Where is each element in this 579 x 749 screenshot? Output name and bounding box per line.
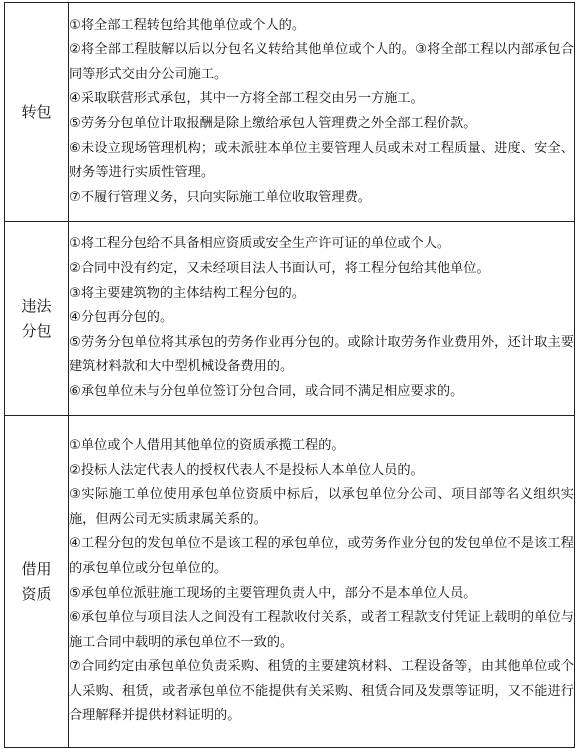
- category-label: 借用资质: [21, 559, 52, 603]
- list-item: ③实际施工单位使用承包单位资质中标后，以承包单位分公司、项目部等名义组织实施，但两公司无实质隶属关系的。: [69, 487, 574, 527]
- table-row: [5, 222, 575, 416]
- category-label: 违法分包: [21, 296, 52, 340]
- items-cell: [69, 222, 575, 416]
- category-cell: [5, 416, 69, 748]
- list-item: ⑥承包单位未与分包单位签订分包合同，或合同不满足相应要求的。: [69, 383, 464, 399]
- table-row: [5, 3, 575, 222]
- list-item: ①将工程分包给不具备相应资质或安全生产许可证的单位或个人。: [69, 236, 451, 252]
- list-item: ④分包再分包的。: [69, 310, 174, 326]
- list-item: ①单位或个人借用其他单位的资质承揽工程的。: [69, 437, 345, 453]
- list-item: ①将全部工程转包给其他单位或个人的。: [69, 17, 306, 33]
- list-item: ②投标人法定代表人的授权代表人不是投标人本单位人员的。: [69, 462, 424, 478]
- list-item: ⑤劳务分包单位将其承包的劳务作业再分包的。或除计取劳务作业费用外，还计取主要建筑材料款和大中型机械设备费用的。: [69, 334, 574, 375]
- list-item: ⑤劳务分包单位计取报酬是除上缴给承包人管理费之外全部工程价款。: [69, 116, 477, 131]
- category-label: 转包: [21, 102, 52, 121]
- list-item: ⑥未设立现场管理机构；或未派驻本单位主要管理人员或未对工程质量、进度、安全、财务等进行实质性管理。: [69, 140, 574, 181]
- rules-table: [4, 2, 575, 748]
- list-item: ②将全部工程肢解以后以分包名义转给其他单位或个人的。③将全部工程以内部承包合同等形式交由分公司施工。: [69, 42, 574, 82]
- list-item: ③将主要建筑物的主体结构工程分包的。: [69, 285, 306, 301]
- category-cell: [5, 3, 69, 222]
- category-cell: [5, 222, 69, 416]
- items-cell: [69, 3, 575, 222]
- list-item: ④采取联营形式承包，其中一方将全部工程交由另一方施工。: [69, 91, 424, 107]
- table-row: [5, 416, 575, 748]
- list-item: ④工程分包的发包单位不是该工程的承包单位，或劳务作业分包的发包单位不是该工程的承包单位或分包单位的。: [69, 536, 574, 576]
- items-cell: [69, 416, 575, 748]
- list-item: ⑥承包单位与项目法人之间没有工程款收付关系，或者工程款支付凭证上载明的单位与施工合同中载明的承包单位不一致的。: [69, 610, 574, 650]
- list-item: ②合同中没有约定，又未经项目法人书面认可，将工程分包给其他单位。: [69, 261, 490, 277]
- list-item: ⑦合同约定由承包单位负责采购、租赁的主要建筑材料、工程设备等，由其他单位或个人采购、租赁，或者承包单位不能提供有关采购、租赁合同及发票等证明，又不能进行合理解释并提供材料证明的。: [69, 659, 574, 724]
- list-item: ⑦不履行管理义务，只向实际施工单位收取管理费。: [69, 189, 371, 205]
- list-item: ⑤承包单位派驻施工现场的主要管理负责人中，部分不是本单位人员。: [69, 585, 477, 601]
